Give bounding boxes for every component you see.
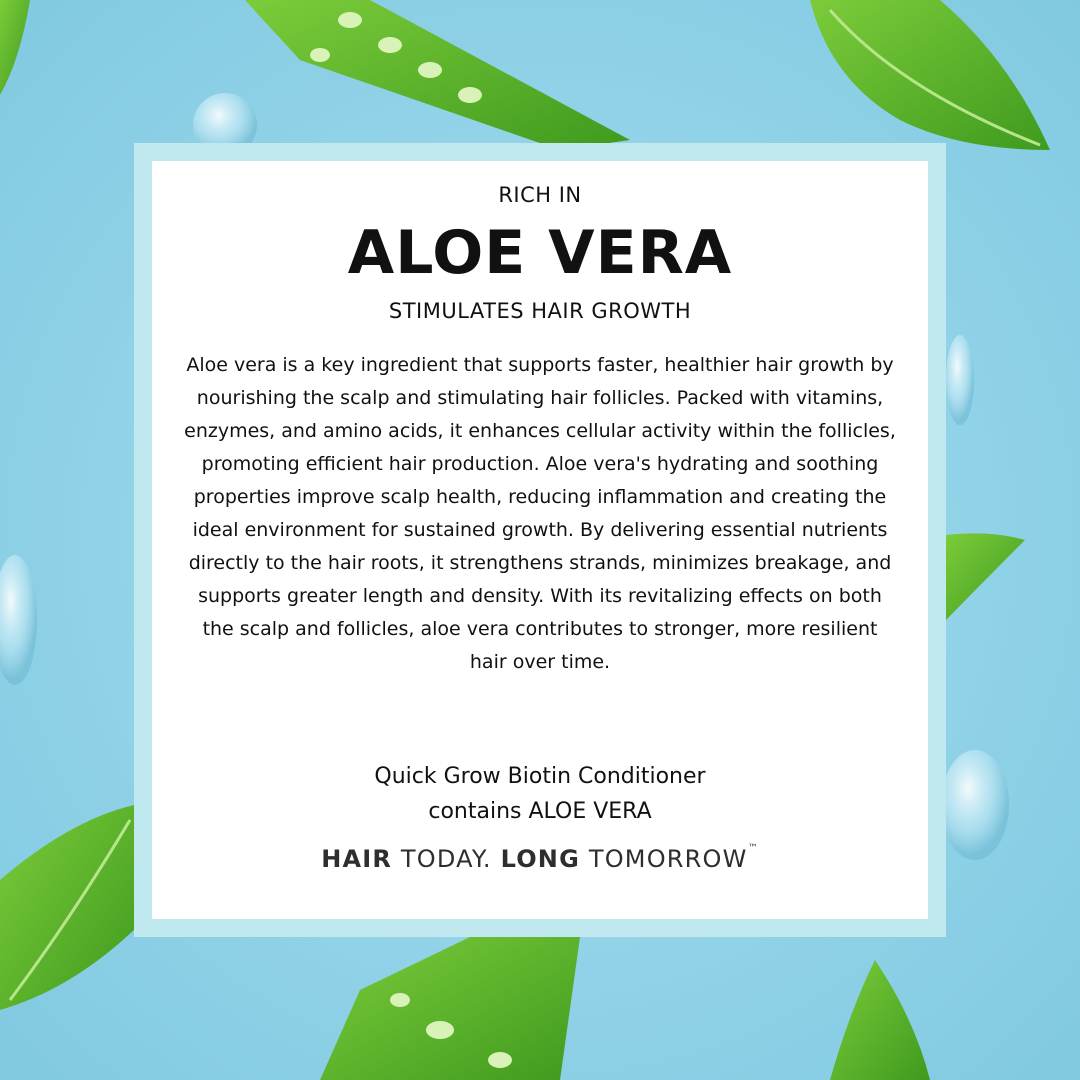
tagline-word-tomorrow: TOMORROW bbox=[588, 845, 748, 873]
tagline-word-long: LONG bbox=[500, 845, 580, 873]
headline: ALOE VERA bbox=[347, 218, 733, 288]
brand-tagline bbox=[152, 845, 928, 873]
tagline-word-hair: HAIR bbox=[321, 845, 393, 873]
subheading: STIMULATES HAIR GROWTH bbox=[388, 299, 692, 323]
product-note bbox=[152, 759, 928, 829]
water-droplet bbox=[946, 335, 974, 425]
body-paragraph: Aloe vera is a key ingredient that supports faster, healthier hair growth by nourishing the scalp and stimulating hair follicles. Packed with vitamins, enzymes, and amino acids, it enhances cellular activity within the follicles, promoting efficient hair production. Aloe vera's hydrating and soothing properties improve scalp health, reducing inflammation and creating the ideal environment for sustained growth. By delivering essential nutrients directly to the hair roots, it strengthens strands, minimizes breakage, and supports greater length and density. With its revitalizing effects on both the scalp and follicles, aloe vera contributes to stronger, more resilient hair over time. bbox=[184, 354, 896, 673]
product-line-1: Quick Grow Biotin Conditioner bbox=[374, 764, 706, 789]
tagline-word-today: TODAY. bbox=[400, 845, 492, 873]
eyebrow-text: RICH IN bbox=[498, 183, 582, 207]
info-card bbox=[152, 161, 928, 919]
water-droplet bbox=[941, 750, 1009, 860]
trademark-symbol: ™ bbox=[747, 843, 759, 854]
product-line-2: contains ALOE VERA bbox=[428, 799, 652, 824]
